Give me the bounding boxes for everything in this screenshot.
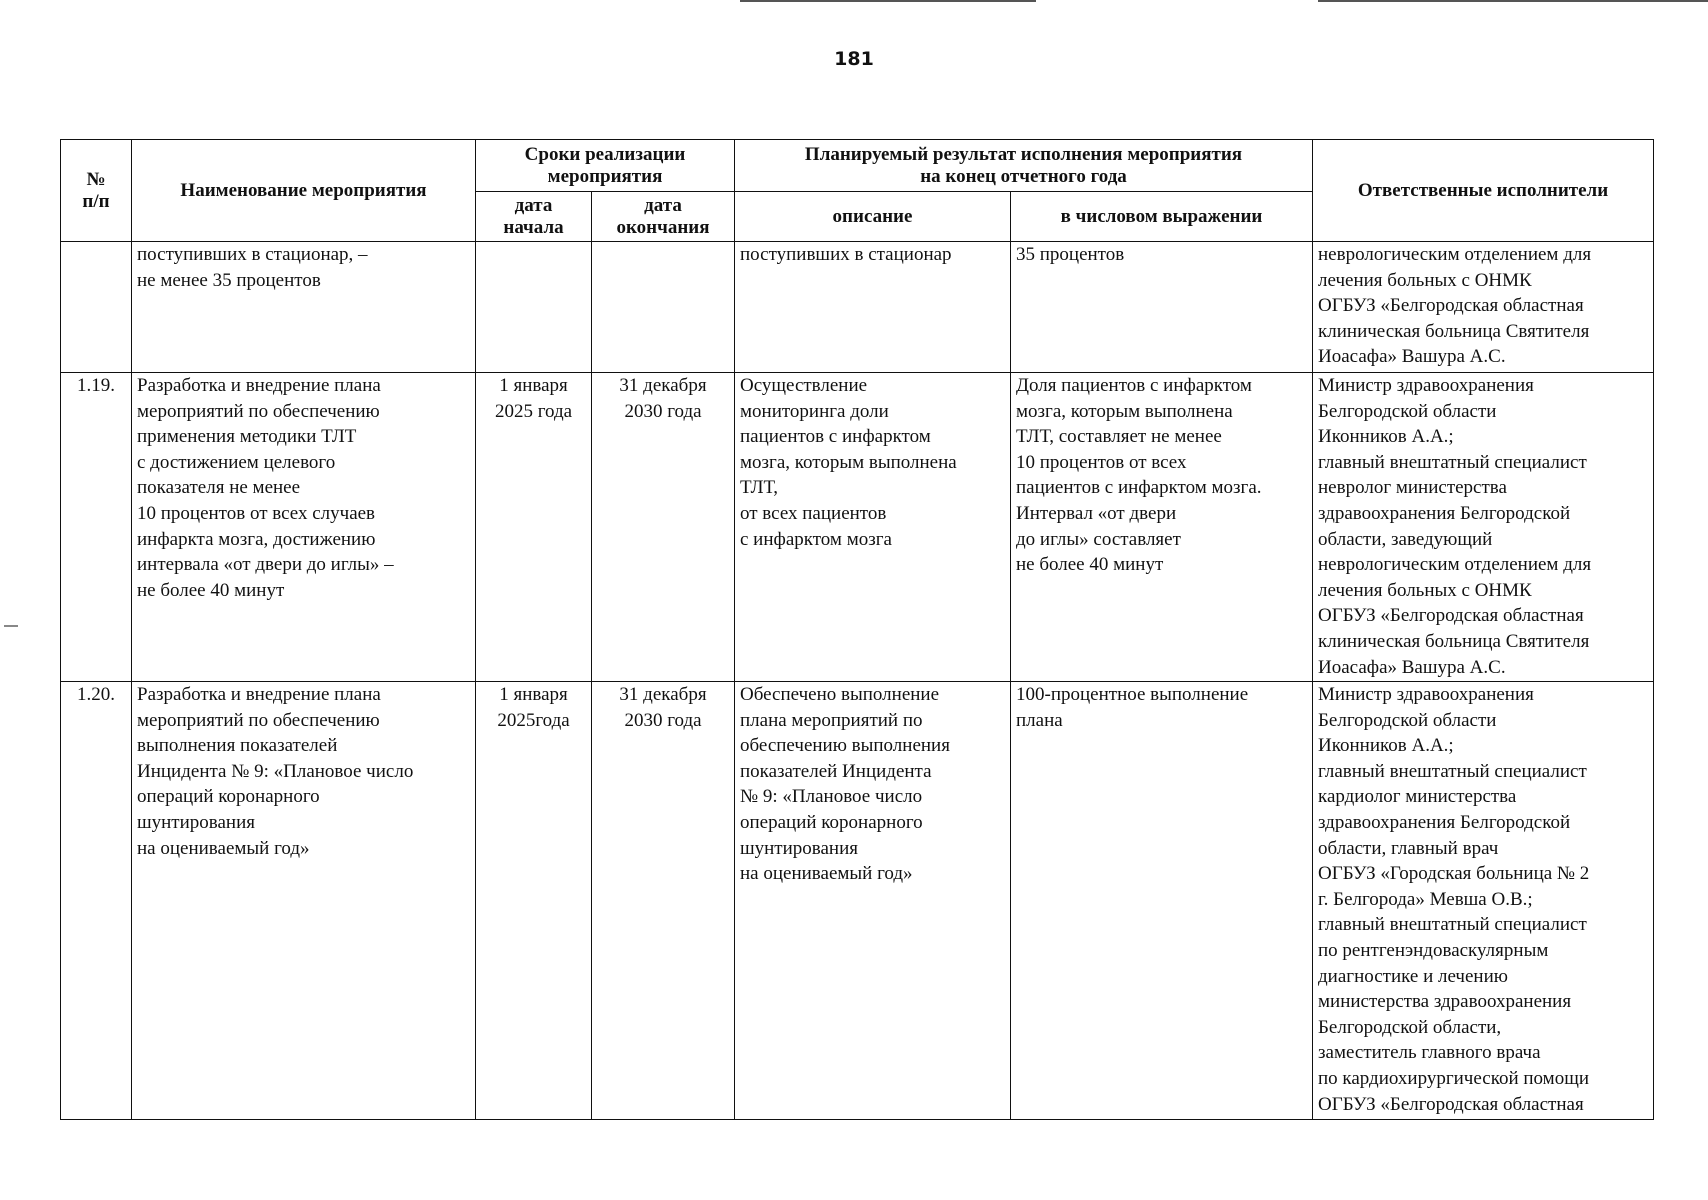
row-start-date <box>476 242 592 373</box>
row-responsible: неврологическим отделением для лечения больных с ОНМК ОГБУЗ «Белгородская областная клиническая больница Святителя Иоасафа» Вашура А.С. <box>1313 242 1654 373</box>
table-header-row <box>61 140 1654 192</box>
row-end-date <box>592 242 735 373</box>
row-number: 1.19. <box>61 373 132 682</box>
header-numeric: в числовом выражении <box>1011 192 1313 242</box>
row-activity-name: поступивших в стационар, – не менее 35 процентов <box>132 242 476 373</box>
row-start-date: 1 января 2025года <box>476 682 592 1120</box>
row-numeric: 35 процентов <box>1011 242 1313 373</box>
header-description: описание <box>735 192 1011 242</box>
row-description: Осуществление мониторинга доли пациентов с инфарктом мозга, которым выполнена ТЛТ, от всех пациентов с инфарктом мозга <box>735 373 1011 682</box>
row-end-date: 31 декабря 2030 года <box>592 682 735 1120</box>
row-activity-name: Разработка и внедрение плана мероприятий по обеспечению выполнения показателей Инцидента № 9: «Плановое число операций коронарного шунтирования на оцениваемый год» <box>132 682 476 1120</box>
row-number <box>61 242 132 373</box>
table-row <box>61 682 1654 1120</box>
row-numeric: Доля пациентов с инфарктом мозга, которым выполнена ТЛТ, составляет не менее 10 процентов от всех пациентов с инфарктом мозга. Интервал «от двери до иглы» составляет не более 40 минут <box>1011 373 1313 682</box>
scan-edge-line <box>740 0 1036 2</box>
row-start-date: 1 января 2025 года <box>476 373 592 682</box>
header-number: № п/п <box>61 140 132 242</box>
row-number: 1.20. <box>61 682 132 1120</box>
activities-table <box>60 139 1654 1120</box>
row-responsible: Министр здравоохранения Белгородской области Иконников А.А.; главный внештатный специалист кардиолог министерства здравоохранения Белгородской области, главный врач ОГБУЗ «Городская больница № 2 г. Белгорода» Мевша О.В.; главный внештатный специалист по рентгенэндоваскулярным диагностике и лечению министерства здравоохранения Белгородской области, заместитель главного врача по кардиохирургической помощи ОГБУЗ «Белгородская областная <box>1313 682 1654 1120</box>
row-activity-name: Разработка и внедрение плана мероприятий по обеспечению применения методики ТЛТ с достижением целевого показателя не менее 10 процентов от всех случаев инфаркта мозга, достижению интервала «от двери до иглы» – не более 40 минут <box>132 373 476 682</box>
header-planned-result: Планируемый результат исполнения мероприятия на конец отчетного года <box>735 140 1313 192</box>
header-terms: Сроки реализации мероприятия <box>476 140 735 192</box>
header-end-date: дата окончания <box>592 192 735 242</box>
row-description: Обеспечено выполнение плана мероприятий по обеспечению выполнения показателей Инцидента № 9: «Плановое число операций коронарного шунтирования на оцениваемый год» <box>735 682 1011 1120</box>
header-activity-name: Наименование мероприятия <box>132 140 476 242</box>
table-row <box>61 242 1654 373</box>
scan-edge-line <box>1318 0 1708 2</box>
header-responsible: Ответственные исполнители <box>1313 140 1654 242</box>
scan-margin-mark <box>4 625 18 627</box>
table-row <box>61 373 1654 682</box>
row-description: поступивших в стационар <box>735 242 1011 373</box>
row-numeric: 100-процентное выполнение плана <box>1011 682 1313 1120</box>
page-number: 181 <box>834 48 874 70</box>
row-end-date: 31 декабря 2030 года <box>592 373 735 682</box>
row-responsible: Министр здравоохранения Белгородской области Иконников А.А.; главный внештатный специалист невролог министерства здравоохранения Белгородской области, заведующий неврологическим отделением для лечения больных с ОНМК ОГБУЗ «Белгородская областная клиническая больница Святителя Иоасафа» Вашура А.С. <box>1313 373 1654 682</box>
header-start-date: дата начала <box>476 192 592 242</box>
